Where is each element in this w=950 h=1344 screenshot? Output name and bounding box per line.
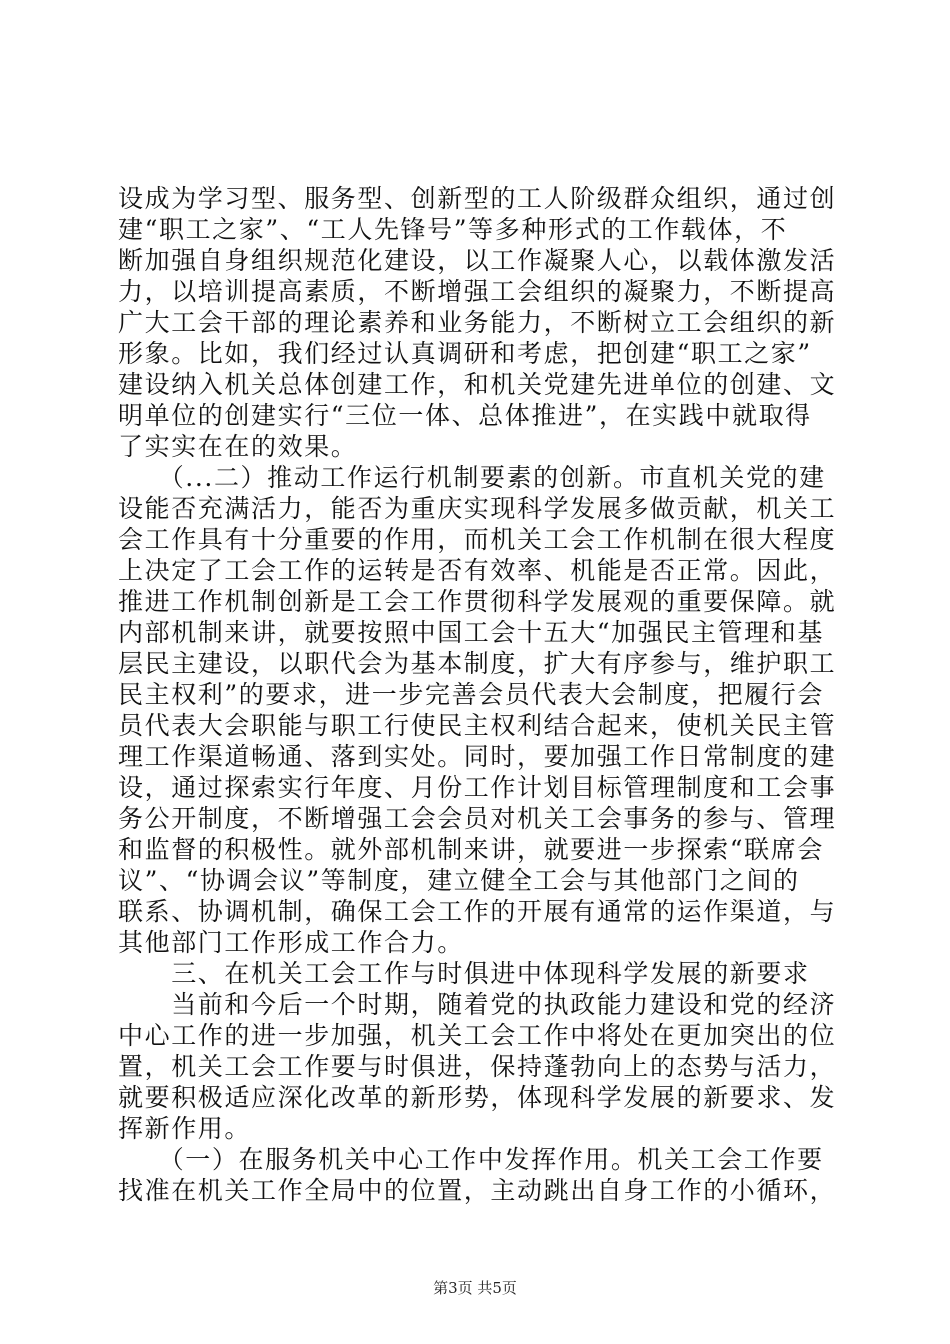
text-line: 上决定了工会工作的运转是否有效率、机能是否正常。因此， [118,556,837,585]
text-line: 议”、“协调会议”等制度，建立健全工会与其他部门之间的 [118,866,800,895]
text-line: 挥新作用。 [118,1114,252,1143]
text-line: 会工作具有十分重要的作用，而机关工会工作机制在很大程度 [118,525,837,554]
text-line: 和监督的积极性。就外部机制来讲，就要进一步探索“联席会 [118,835,824,864]
text-line: 联系、协调机制，确保工会工作的开展有通常的运作渠道，与 [118,897,837,926]
section-heading: （...二）推动工作运行机制要素的创新。市直机关党的建 [118,463,826,492]
text-line: 设，通过探索实行年度、月份工作计划目标管理制度和工会事 [118,773,837,802]
text-line: 务公开制度，不断增强工会会员对机关工会事务的参与、管理 [118,804,837,833]
section-heading: （一）在服务机关中心工作中发挥作用。机关工会工作要 [118,1145,824,1174]
text-line: 找准在机关工作全局中的位置，主动跳出自身工作的小循环， [118,1176,837,1205]
text-line: 内部机制来讲，就要按照中国工会十五大“加强民主管理和基 [118,618,824,647]
text-line: 设成为学习型、服务型、创新型的工人阶级群众组织，通过创 [118,184,837,213]
text-line: 就要积极适应深化改革的新形势，体现科学发展的新要求、发 [118,1083,837,1112]
text-line: 推进工作机制创新是工会工作贯彻科学发展观的重要保障。就 [118,587,837,616]
section-heading: 三、在机关工会工作与时俱进中体现科学发展的新要求 [118,959,810,988]
text-line: 设能否充满活力，能否为重庆实现科学发展多做贡献，机关工 [118,494,837,523]
text-line: 明单位的创建实行“三位一体、总体推进”，在实践中就取得 [118,401,812,430]
text-line: 层民主建设，以职代会为基本制度，扩大有序参与，维护职工 [118,649,837,678]
text-line: 员代表大会职能与职工行使民主权利结合起来，使机关民主管 [118,711,837,740]
text-line: 置，机关工会工作要与时俱进，保持蓬勃向上的态势与活力， [118,1052,837,1081]
text-line: 建设纳入机关总体创建工作，和机关党建先进单位的创建、文 [118,370,837,399]
text-line: 力，以培训提高素质，不断增强工会组织的凝聚力，不断提高 [118,277,837,306]
text-line: 中心工作的进一步加强，机关工会工作中将处在更加突出的位 [118,1021,837,1050]
text-line: 建“职工之家”、“工人先锋号”等多种形式的工作载体，不 [118,215,788,244]
text-line: 当前和今后一个时期，随着党的执政能力建设和党的经济 [118,990,837,1019]
text-line: 广大工会干部的理论素养和业务能力，不断树立工会组织的新 [118,308,837,337]
text-line: 断加强自身组织规范化建设，以工作凝聚人心，以载体激发活 [118,246,837,275]
text-line: 形象。比如，我们经过认真调研和考虑，把创建“职工之家” [118,339,812,368]
text-line: 民主权利”的要求，进一步完善会员代表大会制度，把履行会 [118,680,824,709]
text-line: 其他部门工作形成工作合力。 [118,928,464,957]
text-line: 理工作渠道畅通、落到实处。同时，要加强工作日常制度的建 [118,742,837,771]
text-line: 了实实在在的效果。 [118,432,358,461]
page-number-footer: 第3页 共5页 [433,1279,517,1297]
